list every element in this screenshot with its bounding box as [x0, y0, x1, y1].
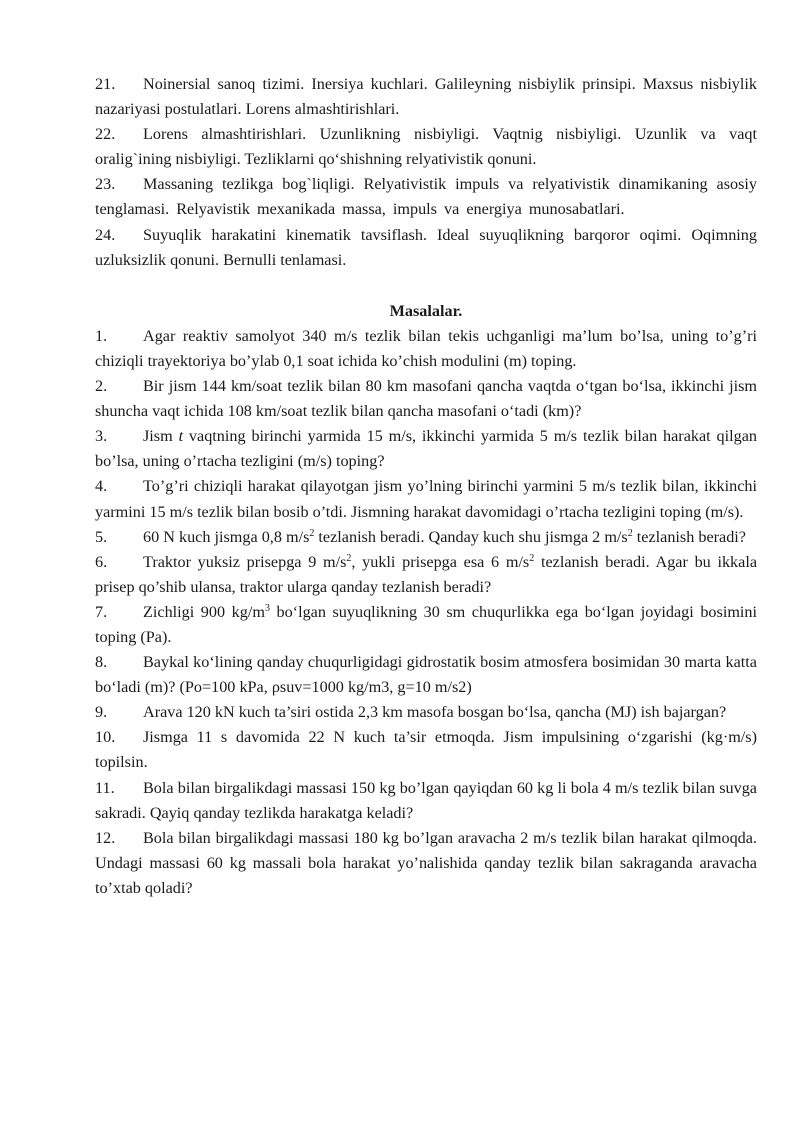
problem-6 — [95, 550, 757, 600]
superscript: 2 — [627, 527, 633, 539]
item-text: Bola bilan birgalikdagi massasi 150 kg bo’lgan qayiqdan 60 kg li bola 4 m/s tezlik bilan suvga sakradi. Qayiq qanday tezlikda harakatga keladi? — [95, 778, 757, 822]
item-text: Suyuqlik harakatini kinematik tavsiflash. Ideal suyuqlikning barqoror oqimi. Oqimning uzluksizlik qonuni. Bernulli tenlamasi. — [95, 225, 757, 269]
superscript: 2 — [309, 527, 315, 539]
item-number: 9. — [95, 703, 108, 722]
problem-4 — [95, 474, 757, 524]
item-text: tezlanish beradi? — [632, 527, 746, 546]
problem-10 — [95, 725, 757, 775]
item-number: 22. — [95, 125, 116, 144]
item-text: Massaning tezlikga bog`liqligi. Relyativistik impuls va relyativistik dinamikaning asosiy tenglamasi. Relyavistik mexanikada massa, impuls va energiya munosabatlari. — [95, 175, 757, 219]
theory-item-23 — [95, 172, 757, 222]
item-text: Agar reaktiv samolyot 340 m/s tezlik bilan tekis uchganligi ma’lum bo’lsa, uning to’g’ri chiziqli trayektoriya bo’ylab 0,1 soat ichida ko’chish modulini (m) toping. — [95, 326, 757, 370]
superscript: 2 — [529, 552, 535, 564]
item-text: Jismga 11 s davomida 22 N kuch ta’sir etmoqda. Jism impulsining o‘zgarishi (kg·m/s) topilsin. — [95, 728, 757, 772]
item-number: 24. — [95, 225, 116, 244]
item-text: Lorens almashtirishlari. Uzunlikning nisbiyligi. Vaqtnig nisbiyligi. Uzunlik va vaqt oralig`ining nisbiyligi. Tezliklarni qo‘shishning relyativistik qonuni. — [95, 125, 757, 169]
item-text: To’g’ri chiziqli harakat qilayotgan jism yo’lning birinchi yarmini 5 m/s tezlik bilan, ikkinchi yarmini 15 m/s tezlik bilan bosib o’tdi. Jismning harakat davomidagi o’rtacha tezligini toping (m/s). — [95, 477, 757, 521]
item-number: 21. — [95, 75, 116, 93]
item-number: 5. — [95, 527, 108, 546]
item-number: 6. — [95, 552, 108, 571]
problem-3 — [95, 424, 757, 474]
item-text: 60 N kuch jismga 0,8 m/s — [143, 527, 310, 546]
item-number: 10. — [95, 728, 116, 747]
item-number: 4. — [95, 477, 108, 496]
item-number: 2. — [95, 377, 108, 396]
item-text: Traktor yuksiz prisepga 9 m/s — [143, 552, 347, 571]
item-text: Noinersial sanoq tizimi. Inersiya kuchlari. Galileyning nisbiylik prinsipi. Maxsus nisbiylik nazariyasi postulatlari. Lorens almashtirishlari. — [95, 75, 757, 119]
item-text: vaqtning birinchi yarmida 15 m/s, ikkinchi yarmida 5 m/s tezlik bilan harakat qilgan bo’lsa, uning o’rtacha tezligini (m/s) toping? — [95, 427, 757, 471]
item-text: tezlanish beradi. Qanday kuch shu jismga 2 m/s — [314, 527, 628, 546]
item-text: Baykal ko‘lining qanday chuqurligidagi gidrostatik bosim atmosfera bosimidan 30 marta katta bo‘ladi (m)? (Po=100 kPa, ρsuv=1000 kg/m3, g=10 m/s2) — [95, 653, 757, 697]
problem-12 — [95, 826, 757, 901]
problem-1 — [95, 324, 757, 374]
theory-item-24 — [95, 223, 757, 273]
problem-9 — [95, 700, 757, 725]
item-text: Bola bilan birgalikdagi massasi 180 kg bo’lgan aravacha 2 m/s tezlik bilan harakat qilmoqda. Undagi massasi 60 kg massali bola harakat yo’nalishida qanday tezlik bilan sakraganda aravacha to’xtab qoladi? — [95, 828, 757, 897]
variable-t: t — [178, 427, 184, 446]
item-number: 7. — [95, 602, 108, 621]
item-text: Arava 120 kN kuch ta’siri ostida 2,3 km masofa bosgan bo‘lsa, qancha (MJ) ish bajargan? — [143, 703, 727, 722]
item-text: , yukli prisepga esa 6 m/s — [351, 552, 530, 571]
problem-5 — [95, 525, 757, 550]
item-number: 3. — [95, 427, 108, 446]
item-number: 12. — [95, 828, 116, 847]
item-text: Bir jism 144 km/soat tezlik bilan 80 km masofani qancha vaqtda o‘tgan bo‘lsa, ikkinchi jism shuncha vaqt ichida 108 km/soat tezlik bilan qancha masofani o‘tadi (km)? — [95, 377, 757, 421]
theory-item-22 — [95, 122, 757, 172]
problem-7 — [95, 600, 757, 650]
section-heading: Masalalar. — [389, 301, 463, 320]
item-text: Zichligi 900 kg/m — [143, 602, 265, 621]
item-text: Jism — [143, 427, 179, 446]
item-number: 8. — [95, 653, 108, 672]
superscript: 3 — [264, 602, 270, 614]
item-text: bo‘lgan suyuqlikning 30 sm chuqurlikka ega bo‘lgan joyidagi bosimini toping (Pa). — [95, 602, 757, 646]
document-page — [95, 72, 757, 901]
problem-2 — [95, 374, 757, 424]
item-number: 23. — [95, 175, 116, 194]
superscript: 2 — [346, 552, 352, 564]
item-text: tezlanish beradi. Agar bu ikkala prisep qo’shib ulansa, traktor ularga qanday tezlanish beradi? — [95, 552, 758, 596]
problem-8 — [95, 650, 757, 700]
item-number: 11. — [95, 778, 115, 797]
theory-item-21 — [95, 72, 757, 122]
problem-11 — [95, 776, 757, 826]
item-number: 1. — [95, 326, 108, 345]
